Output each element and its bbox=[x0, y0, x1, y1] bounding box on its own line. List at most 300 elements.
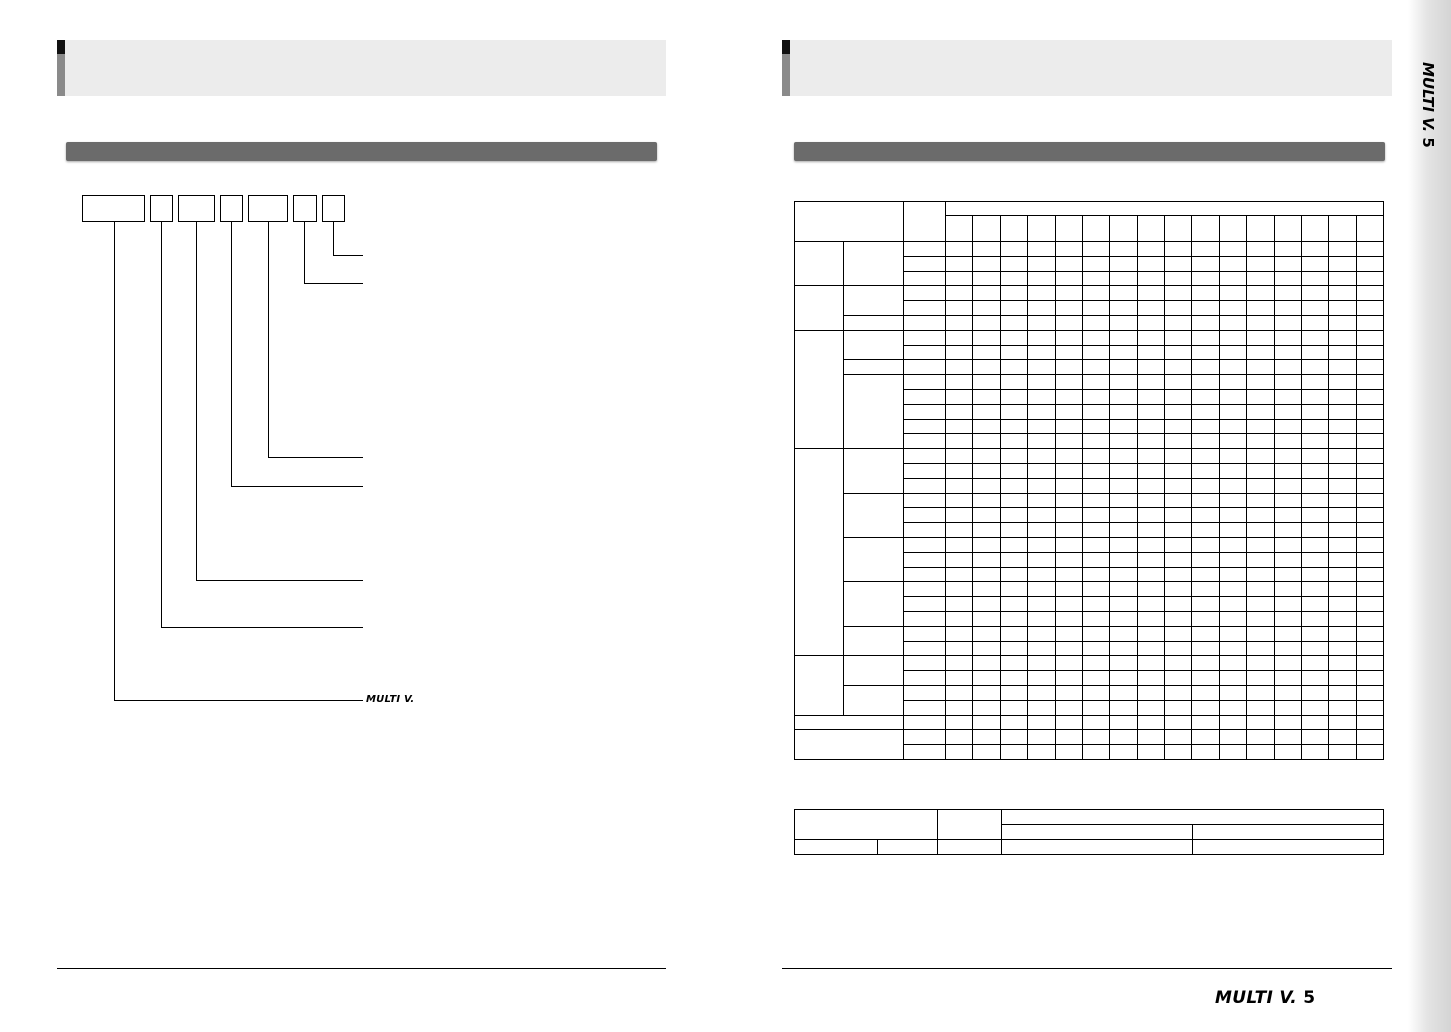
table-cell bbox=[1028, 552, 1055, 567]
table-cell bbox=[1329, 256, 1356, 271]
table-cell bbox=[1082, 745, 1109, 760]
table-cell bbox=[904, 700, 946, 715]
table-cell bbox=[946, 434, 973, 449]
table-cell bbox=[1247, 216, 1274, 242]
table-cell bbox=[1055, 567, 1082, 582]
table-cell bbox=[1219, 404, 1246, 419]
table-cell bbox=[1247, 419, 1274, 434]
table-cell bbox=[1356, 345, 1383, 360]
table-cell bbox=[1329, 641, 1356, 656]
table-cell bbox=[1247, 449, 1274, 464]
table-cell bbox=[1028, 360, 1055, 375]
table-cell bbox=[1110, 375, 1137, 390]
table-cell bbox=[904, 715, 946, 730]
table-cell bbox=[1055, 216, 1082, 242]
table-cell bbox=[1192, 537, 1219, 552]
table-cell bbox=[904, 656, 946, 671]
table-cell bbox=[1356, 463, 1383, 478]
table-cell bbox=[1219, 597, 1246, 612]
table-cell bbox=[1301, 641, 1328, 656]
table-cell bbox=[1274, 656, 1301, 671]
table-cell bbox=[1137, 611, 1164, 626]
table-cell bbox=[1274, 301, 1301, 316]
table-cell bbox=[904, 478, 946, 493]
table-cell bbox=[1028, 256, 1055, 271]
table-cell bbox=[1000, 330, 1027, 345]
table-cell bbox=[1274, 611, 1301, 626]
table-cell bbox=[973, 626, 1000, 641]
table-cell bbox=[1274, 404, 1301, 419]
table-cell bbox=[1028, 745, 1055, 760]
table-cell bbox=[1000, 242, 1027, 257]
table-cell bbox=[1000, 656, 1027, 671]
callout-line-3-v bbox=[196, 222, 197, 581]
table-cell bbox=[1356, 389, 1383, 404]
table-cell bbox=[1247, 582, 1274, 597]
table-cell bbox=[973, 715, 1000, 730]
table-cell bbox=[1082, 434, 1109, 449]
table-cell bbox=[1165, 404, 1192, 419]
table-cell bbox=[1165, 345, 1192, 360]
table-cell bbox=[1137, 641, 1164, 656]
table-cell bbox=[1219, 449, 1246, 464]
table-row bbox=[795, 493, 1384, 508]
table-cell bbox=[1055, 271, 1082, 286]
table-cell bbox=[946, 449, 973, 464]
table-cell bbox=[1301, 345, 1328, 360]
table-cell bbox=[1137, 552, 1164, 567]
table-cell bbox=[1137, 360, 1164, 375]
table-cell bbox=[1028, 537, 1055, 552]
table-cell bbox=[1165, 656, 1192, 671]
table-cell bbox=[1028, 301, 1055, 316]
table-cell bbox=[1219, 315, 1246, 330]
compatibility-grid bbox=[794, 201, 1384, 760]
table-cell bbox=[1165, 315, 1192, 330]
table-cell bbox=[1329, 478, 1356, 493]
table-cell bbox=[1000, 256, 1027, 271]
table-cell bbox=[1219, 523, 1246, 538]
table-cell bbox=[1247, 567, 1274, 582]
table-cell bbox=[973, 567, 1000, 582]
table-cell bbox=[1274, 715, 1301, 730]
table-cell bbox=[1192, 611, 1219, 626]
table-cell bbox=[1219, 700, 1246, 715]
table-cell bbox=[973, 611, 1000, 626]
model-code-box-7 bbox=[322, 195, 345, 222]
table-cell bbox=[1137, 419, 1164, 434]
table-cell bbox=[1055, 493, 1082, 508]
table-cell bbox=[1082, 597, 1109, 612]
table-cell bbox=[1028, 508, 1055, 523]
table-cell bbox=[1356, 404, 1383, 419]
table-cell bbox=[1192, 478, 1219, 493]
table-cell bbox=[1137, 508, 1164, 523]
table-row bbox=[795, 715, 1384, 730]
table-cell bbox=[1137, 567, 1164, 582]
table-cell bbox=[1110, 582, 1137, 597]
table-cell bbox=[1110, 242, 1137, 257]
table-cell bbox=[1329, 671, 1356, 686]
table-cell bbox=[1329, 597, 1356, 612]
callout-line-6-v bbox=[304, 222, 305, 284]
table-cell bbox=[1274, 345, 1301, 360]
table-cell bbox=[1329, 537, 1356, 552]
table-cell bbox=[946, 700, 973, 715]
table-cell bbox=[1247, 700, 1274, 715]
table-cell bbox=[1165, 493, 1192, 508]
table-cell bbox=[1301, 301, 1328, 316]
table-cell bbox=[1000, 315, 1027, 330]
table-cell bbox=[1082, 286, 1109, 301]
table-cell bbox=[1192, 523, 1219, 538]
table-cell bbox=[1219, 537, 1246, 552]
table-cell bbox=[1055, 611, 1082, 626]
table-cell bbox=[1028, 523, 1055, 538]
small-table-cell bbox=[1002, 825, 1193, 840]
table-cell bbox=[1192, 700, 1219, 715]
table-cell bbox=[1028, 715, 1055, 730]
table-cell bbox=[1000, 434, 1027, 449]
table-cell bbox=[1165, 256, 1192, 271]
table-cell bbox=[795, 449, 844, 656]
callout-line-2-v bbox=[161, 222, 162, 628]
table-cell bbox=[904, 301, 946, 316]
table-cell bbox=[1247, 315, 1274, 330]
table-cell bbox=[1055, 671, 1082, 686]
table-cell bbox=[1110, 597, 1137, 612]
table-cell bbox=[1137, 685, 1164, 700]
table-cell bbox=[1301, 242, 1328, 257]
table-cell bbox=[1301, 286, 1328, 301]
small-table-cell bbox=[878, 840, 938, 855]
table-cell bbox=[1301, 375, 1328, 390]
table-cell bbox=[1110, 256, 1137, 271]
table-cell bbox=[946, 552, 973, 567]
table-cell bbox=[1028, 700, 1055, 715]
table-cell bbox=[844, 242, 904, 286]
table-cell bbox=[844, 360, 904, 375]
table-cell bbox=[1165, 330, 1192, 345]
table-cell bbox=[1301, 330, 1328, 345]
table-cell bbox=[1137, 671, 1164, 686]
table-cell bbox=[1247, 271, 1274, 286]
table-cell bbox=[1082, 537, 1109, 552]
table-cell bbox=[1219, 286, 1246, 301]
left-footer-rule bbox=[57, 968, 666, 969]
table-cell bbox=[1028, 345, 1055, 360]
table-cell bbox=[1082, 656, 1109, 671]
table-header-row bbox=[795, 202, 1384, 216]
table-cell bbox=[1219, 301, 1246, 316]
table-cell bbox=[1000, 567, 1027, 582]
table-cell bbox=[904, 597, 946, 612]
callout-line-1-h bbox=[114, 700, 363, 701]
table-cell bbox=[1110, 389, 1137, 404]
table-cell bbox=[1165, 271, 1192, 286]
table-cell bbox=[795, 202, 904, 242]
table-cell bbox=[973, 537, 1000, 552]
table-cell bbox=[904, 745, 946, 760]
table-cell bbox=[1356, 626, 1383, 641]
table-cell bbox=[1219, 745, 1246, 760]
table-cell bbox=[973, 404, 1000, 419]
table-cell bbox=[1247, 286, 1274, 301]
table-row bbox=[795, 685, 1384, 700]
table-cell bbox=[1329, 419, 1356, 434]
table-cell bbox=[1192, 567, 1219, 582]
table-cell bbox=[973, 597, 1000, 612]
table-cell bbox=[1000, 375, 1027, 390]
table-cell bbox=[1055, 656, 1082, 671]
table-cell bbox=[1082, 567, 1109, 582]
table-cell bbox=[1000, 523, 1027, 538]
table-cell bbox=[1274, 216, 1301, 242]
table-cell bbox=[1274, 745, 1301, 760]
table-cell bbox=[1110, 567, 1137, 582]
table-cell bbox=[1137, 626, 1164, 641]
table-cell bbox=[1110, 404, 1137, 419]
table-cell bbox=[1301, 730, 1328, 745]
table-cell bbox=[1082, 449, 1109, 464]
table-row bbox=[795, 315, 1384, 330]
table-cell bbox=[1356, 360, 1383, 375]
table-cell bbox=[1055, 434, 1082, 449]
table-cell bbox=[904, 404, 946, 419]
table-cell bbox=[946, 641, 973, 656]
table-cell bbox=[904, 508, 946, 523]
table-cell bbox=[1165, 375, 1192, 390]
table-cell bbox=[1274, 389, 1301, 404]
table-cell bbox=[1219, 552, 1246, 567]
table-cell bbox=[1356, 641, 1383, 656]
left-header-accent-black bbox=[57, 40, 65, 54]
table-cell bbox=[1274, 641, 1301, 656]
callout-line-4-v bbox=[231, 222, 232, 487]
table-cell bbox=[1329, 700, 1356, 715]
table-cell bbox=[1301, 552, 1328, 567]
table-cell bbox=[1028, 389, 1055, 404]
table-cell bbox=[1274, 449, 1301, 464]
table-cell bbox=[1165, 597, 1192, 612]
table-cell bbox=[1137, 242, 1164, 257]
table-cell bbox=[904, 271, 946, 286]
table-cell bbox=[946, 202, 1384, 216]
table-cell bbox=[1192, 419, 1219, 434]
table-cell bbox=[1274, 434, 1301, 449]
callout-line-4-h bbox=[231, 486, 363, 487]
right-header-accent-grey bbox=[782, 54, 790, 96]
table-row bbox=[795, 626, 1384, 641]
table-cell bbox=[1192, 404, 1219, 419]
table-cell bbox=[1000, 611, 1027, 626]
table-cell bbox=[1301, 582, 1328, 597]
table-cell bbox=[1356, 508, 1383, 523]
table-cell bbox=[1110, 478, 1137, 493]
table-cell bbox=[1000, 389, 1027, 404]
table-cell bbox=[1274, 597, 1301, 612]
table-cell bbox=[973, 449, 1000, 464]
table-cell bbox=[1000, 626, 1027, 641]
table-cell bbox=[904, 685, 946, 700]
table-cell bbox=[1000, 700, 1027, 715]
table-cell bbox=[973, 286, 1000, 301]
table-cell bbox=[1110, 463, 1137, 478]
table-cell bbox=[1137, 404, 1164, 419]
table-cell bbox=[1028, 419, 1055, 434]
table-cell bbox=[946, 478, 973, 493]
edge-brand-logo: MULTI V. 5 bbox=[1419, 62, 1437, 148]
table-cell bbox=[1247, 404, 1274, 419]
table-cell bbox=[1000, 301, 1027, 316]
table-cell bbox=[1000, 641, 1027, 656]
table-cell bbox=[904, 202, 946, 242]
table-cell bbox=[1110, 508, 1137, 523]
table-cell bbox=[1165, 508, 1192, 523]
table-cell bbox=[1219, 567, 1246, 582]
table-cell bbox=[844, 537, 904, 581]
table-cell bbox=[1055, 419, 1082, 434]
table-cell bbox=[1000, 345, 1027, 360]
table-cell bbox=[1274, 552, 1301, 567]
table-cell bbox=[1192, 745, 1219, 760]
table-cell bbox=[1165, 301, 1192, 316]
small-spec-grid bbox=[794, 809, 1384, 855]
table-cell bbox=[1219, 389, 1246, 404]
table-cell bbox=[1110, 715, 1137, 730]
table-cell bbox=[844, 330, 904, 360]
table-cell bbox=[1000, 404, 1027, 419]
table-cell bbox=[1219, 330, 1246, 345]
table-cell bbox=[1000, 671, 1027, 686]
table-cell bbox=[1055, 641, 1082, 656]
table-cell bbox=[1192, 463, 1219, 478]
table-cell bbox=[1301, 271, 1328, 286]
table-cell bbox=[973, 656, 1000, 671]
table-cell bbox=[1356, 493, 1383, 508]
table-cell bbox=[1137, 345, 1164, 360]
table-cell bbox=[1219, 656, 1246, 671]
table-cell bbox=[1137, 715, 1164, 730]
table-cell bbox=[1055, 523, 1082, 538]
model-code-box-3 bbox=[178, 195, 215, 222]
table-cell bbox=[1356, 656, 1383, 671]
table-cell bbox=[1219, 671, 1246, 686]
right-section-bar bbox=[794, 142, 1385, 161]
table-cell bbox=[904, 389, 946, 404]
table-cell bbox=[1082, 626, 1109, 641]
table-cell bbox=[973, 389, 1000, 404]
table-cell bbox=[844, 656, 904, 686]
table-cell bbox=[1301, 389, 1328, 404]
table-cell bbox=[1192, 641, 1219, 656]
table-cell bbox=[973, 493, 1000, 508]
table-cell bbox=[1247, 745, 1274, 760]
table-cell bbox=[1247, 597, 1274, 612]
table-cell bbox=[1028, 567, 1055, 582]
table-cell bbox=[1274, 242, 1301, 257]
table-cell bbox=[946, 330, 973, 345]
table-cell bbox=[1329, 715, 1356, 730]
table-cell bbox=[1192, 730, 1219, 745]
right-header-banner bbox=[782, 40, 1392, 96]
table-cell bbox=[1028, 611, 1055, 626]
table-cell bbox=[1247, 611, 1274, 626]
table-cell bbox=[1192, 375, 1219, 390]
table-cell bbox=[1274, 685, 1301, 700]
table-cell bbox=[1301, 360, 1328, 375]
table-cell bbox=[1055, 286, 1082, 301]
callout-line-6-h bbox=[304, 283, 363, 284]
small-table-cell bbox=[1002, 810, 1384, 825]
table-cell bbox=[904, 611, 946, 626]
table-cell bbox=[1055, 508, 1082, 523]
table-cell bbox=[1356, 745, 1383, 760]
table-cell bbox=[1329, 375, 1356, 390]
model-code-box-1 bbox=[82, 195, 145, 222]
table-cell bbox=[1329, 611, 1356, 626]
table-cell bbox=[1356, 552, 1383, 567]
table-cell bbox=[1247, 523, 1274, 538]
callout-line-5-v bbox=[268, 222, 269, 458]
table-cell bbox=[973, 216, 1000, 242]
table-cell bbox=[1165, 537, 1192, 552]
table-cell bbox=[973, 301, 1000, 316]
table-cell bbox=[1247, 301, 1274, 316]
table-cell bbox=[1137, 449, 1164, 464]
small-table-cell bbox=[1193, 825, 1384, 840]
table-cell bbox=[1082, 463, 1109, 478]
table-cell bbox=[1082, 700, 1109, 715]
table-cell bbox=[1356, 700, 1383, 715]
table-cell bbox=[946, 597, 973, 612]
table-cell bbox=[1055, 301, 1082, 316]
table-cell bbox=[1274, 330, 1301, 345]
table-cell bbox=[1274, 700, 1301, 715]
table-cell bbox=[1247, 434, 1274, 449]
table-row bbox=[795, 330, 1384, 345]
table-cell bbox=[1219, 508, 1246, 523]
table-cell bbox=[946, 419, 973, 434]
table-cell bbox=[1274, 271, 1301, 286]
table-cell bbox=[1192, 286, 1219, 301]
table-cell bbox=[1165, 685, 1192, 700]
table-cell bbox=[1329, 463, 1356, 478]
small-table-cell bbox=[1193, 840, 1384, 855]
table-cell bbox=[1165, 611, 1192, 626]
table-cell bbox=[1329, 286, 1356, 301]
table-cell bbox=[1192, 301, 1219, 316]
table-cell bbox=[1082, 404, 1109, 419]
table-cell bbox=[1219, 582, 1246, 597]
table-cell bbox=[1165, 242, 1192, 257]
table-cell bbox=[1247, 256, 1274, 271]
table-cell bbox=[904, 641, 946, 656]
table-cell bbox=[946, 730, 973, 745]
table-cell bbox=[973, 508, 1000, 523]
table-cell bbox=[1137, 537, 1164, 552]
table-cell bbox=[904, 567, 946, 582]
page-edge-strip bbox=[1408, 0, 1451, 1032]
table-cell bbox=[1301, 745, 1328, 760]
table-cell bbox=[1055, 715, 1082, 730]
table-cell bbox=[1110, 345, 1137, 360]
table-cell bbox=[1028, 582, 1055, 597]
table-cell bbox=[844, 493, 904, 537]
left-header-banner bbox=[57, 40, 666, 96]
table-cell bbox=[973, 434, 1000, 449]
table-cell bbox=[1082, 271, 1109, 286]
